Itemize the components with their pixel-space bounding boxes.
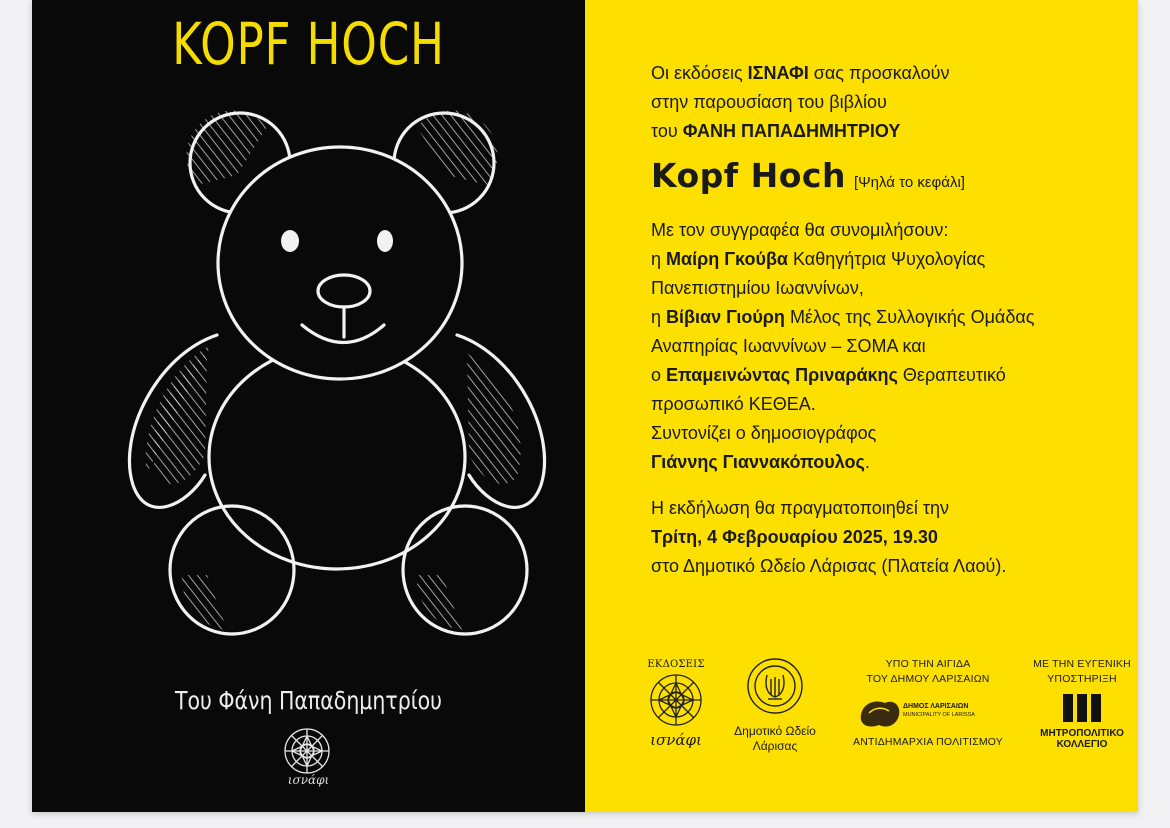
cover-author: Του Φάνη Παπαδημητρίου [174, 686, 443, 715]
invitation-card [32, 0, 1138, 812]
event-details [651, 494, 1006, 581]
book-cover [32, 0, 585, 812]
invitation-line-1-post: σας προσκαλούν [808, 63, 950, 83]
speaker-2 [651, 303, 1034, 332]
speaker-1 [651, 245, 1034, 274]
speaker-2-article: η [651, 307, 667, 327]
speaker-2-name: Βίβιαν Γιούρη [666, 307, 785, 327]
lyre-seal-icon [746, 657, 804, 715]
college-support [1022, 657, 1142, 750]
book-heading [651, 156, 965, 195]
support-line-2: ΥΠΟΣΤΗΡΙΞΗ [1047, 673, 1117, 685]
municipality-name-en: MUNICIPALITY OF LARISSA [903, 712, 975, 718]
publisher-logo-top: ΕΚΔΟΣΕΙΣ [647, 659, 705, 670]
invitation-line-3 [651, 117, 950, 146]
culture-dept: ΑΝΤΙΔΗΜΑΡΧΙΑ ΠΟΛΙΤΙΣΜΟΥ [852, 736, 1004, 748]
odeio-logo-line-1: Δημοτικό Ωδείο [734, 724, 816, 738]
college-name-1: ΜΗΤΡΟΠΟΛΙΤΙΚΟ [1040, 728, 1124, 739]
mandala-icon [648, 672, 704, 728]
speakers-section [651, 216, 1034, 477]
speaker-3-article: ο [651, 365, 667, 385]
speaker-2-role-cont: Αναπηρίας Ιωαννίνων – ΣΟΜΑ και [651, 336, 926, 356]
book-title: Kopf Hoch [651, 156, 846, 195]
municipality-name: ΔΗΜΟΣ ΛΑΡΙΣΑΙΩΝ [903, 703, 969, 710]
moderator [651, 448, 1034, 477]
college-pillars-icon [1062, 693, 1102, 723]
municipality-logo [835, 693, 1021, 735]
odeio-logo [715, 657, 835, 754]
moderator-name: Γιάννης Γιαννακόπουλος [651, 452, 865, 472]
author-name: ΦΑΝΗ ΠΑΠΑΔΗΜΗΤΡΙΟΥ [682, 121, 901, 141]
event-intro: Η εκδήλωση θα πραγματοποιηθεί την [651, 498, 949, 518]
cover-title: KOPF HOCH [172, 10, 445, 78]
speaker-3-name: Επαμεινώντας Πριναράκης [666, 365, 898, 385]
municipality-aegis [835, 657, 1021, 750]
horse-emblem-icon [859, 695, 903, 731]
cover-publisher-logo-text: ισνάφι [287, 773, 330, 787]
odeio-logo-line-2: Λάρισας [752, 739, 798, 753]
speaker-3-role-cont: προσωπικό ΚΕΘΕΑ. [651, 394, 816, 414]
college-name-2: ΚΟΛΛΕΓΙΟ [1056, 739, 1108, 750]
speaker-1-name: Μαίρη Γκούβα [666, 249, 788, 269]
speaker-3 [651, 361, 1034, 390]
support-line-1: ΜΕ ΤΗΝ ΕΥΓΕΝΙΚΗ [1033, 658, 1131, 670]
speakers-intro: Με τον συγγραφέα θα συνομιλήσουν: [651, 220, 949, 240]
speaker-1-article: η [651, 249, 667, 269]
aegis-line-2: ΤΟΥ ΔΗΜΟΥ ΛΑΡΙΣΑΙΩΝ [866, 673, 990, 685]
teddy-bear-illustration [87, 105, 567, 645]
moderator-period: . [864, 452, 870, 472]
moderator-intro: Συντονίζει ο δημοσιογράφος [651, 423, 877, 443]
speaker-2-role: Μέλος της Συλλογικής Ομάδας [784, 307, 1035, 327]
sponsor-logos [585, 655, 1138, 765]
invitation-line-3-pre: του [651, 121, 683, 141]
publisher-logo [643, 657, 709, 748]
invitation-panel [585, 0, 1138, 812]
invitation-intro [651, 59, 950, 146]
speaker-1-role: Καθηγήτρια Ψυχολογίας [788, 249, 986, 269]
publisher-logo-name: ισνάφι [650, 731, 702, 749]
aegis-line-1: ΥΠΟ ΤΗΝ ΑΙΓΙΔΑ [885, 658, 971, 670]
invitation-line-2: στην παρουσίαση του βιβλίου [651, 92, 887, 112]
invitation-line-1-pre: Οι εκδόσεις [651, 63, 748, 83]
speaker-1-role-cont: Πανεπιστημίου Ιωαννίνων, [651, 278, 864, 298]
book-subtitle: [Ψηλά το κεφάλι] [853, 174, 965, 191]
mandala-icon [282, 726, 332, 776]
speaker-3-role: Θεραπευτικό [897, 365, 1006, 385]
event-venue: στο Δημοτικό Ωδείο Λάρισας (Πλατεία Λαού). [651, 556, 1007, 576]
invitation-line-1 [651, 59, 950, 88]
publisher-name: ΙΣΝΑΦΙ [747, 63, 809, 83]
event-datetime: Τρίτη, 4 Φεβρουαρίου 2025, 19.30 [651, 527, 938, 547]
